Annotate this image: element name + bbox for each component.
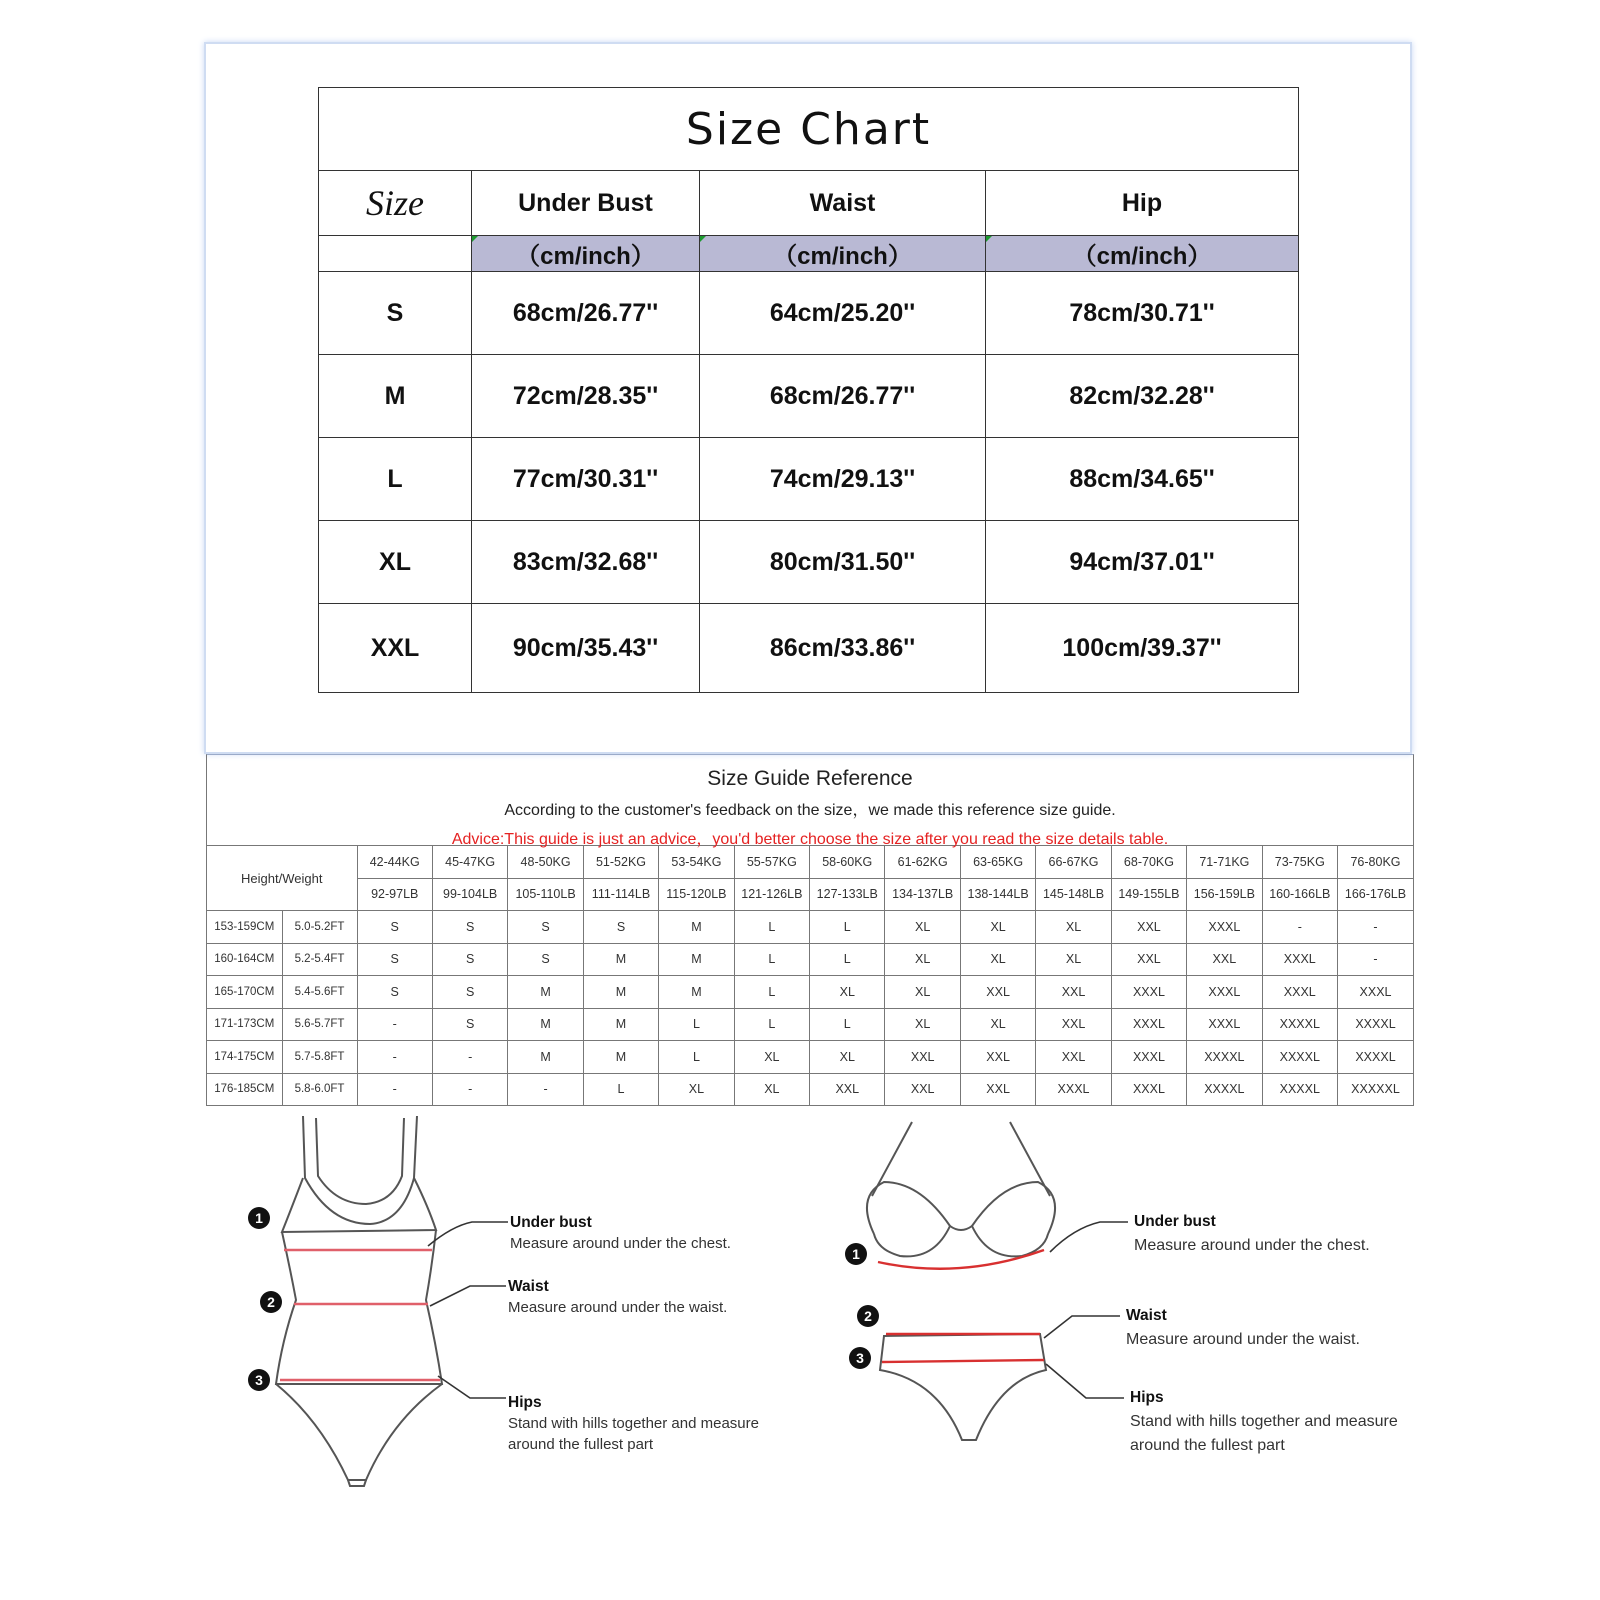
size-recommendation-cell: -	[1338, 943, 1414, 976]
note-desc: Stand with hills together and measure	[1130, 1413, 1398, 1430]
size-recommendation-cell: XL	[960, 943, 1035, 976]
swimsuit-under-bust-note	[510, 1212, 731, 1254]
weight-kg-header: 58-60KG	[810, 846, 885, 878]
size-recommendation-cell: M	[583, 976, 658, 1009]
size-recommendation-cell: S	[357, 976, 432, 1009]
size-recommendation-cell: XXL	[1187, 943, 1262, 976]
weight-lb-header: 105-110LB	[508, 878, 583, 911]
size-recommendation-cell: XXL	[810, 1073, 885, 1105]
size-recommendation-cell: S	[432, 1008, 507, 1041]
size-recommendation-cell: M	[508, 976, 583, 1009]
note-desc: around the fullest part	[508, 1436, 654, 1453]
size-recommendation-cell: XXXXL	[1187, 1041, 1262, 1074]
bikini-under-bust-note	[1134, 1210, 1370, 1258]
note-title: Waist	[1126, 1307, 1167, 1324]
size-cell: S	[319, 272, 472, 355]
weight-lb-header: 149-155LB	[1111, 878, 1186, 911]
size-recommendation-cell: M	[508, 1008, 583, 1041]
height-weight-corner: Height/Weight	[207, 846, 357, 911]
size-cell: M	[319, 355, 472, 438]
weight-lb-header: 115-120LB	[659, 878, 734, 911]
size-recommendation-cell: XXL	[1036, 1041, 1111, 1074]
weight-lb-header: 138-144LB	[960, 878, 1035, 911]
size-recommendation-cell: XXXL	[1187, 1008, 1262, 1041]
size-recommendation-cell: -	[1262, 911, 1337, 944]
note-desc: Measure around under the chest.	[1134, 1237, 1370, 1254]
size-recommendation-cell: L	[810, 1008, 885, 1041]
weight-lb-header: 145-148LB	[1036, 878, 1111, 911]
weight-kg-header: 48-50KG	[508, 846, 583, 878]
bikini-badge-waist: 2	[857, 1305, 879, 1327]
size-recommendation-cell: XXXXL	[1262, 1008, 1337, 1041]
waist-cell: 80cm/31.50''	[700, 521, 986, 604]
weight-kg-header: 45-47KG	[432, 846, 507, 878]
weight-lb-header: 92-97LB	[357, 878, 432, 911]
waist-cell: 68cm/26.77''	[700, 355, 986, 438]
size-recommendation-cell: XL	[734, 1041, 809, 1074]
swimsuit-hips-note	[508, 1392, 759, 1455]
size-recommendation-cell: M	[583, 1041, 658, 1074]
size-recommendation-cell: XXXXXL	[1338, 1073, 1414, 1105]
size-recommendation-cell: XXXXL	[1262, 1041, 1337, 1074]
size-recommendation-cell: S	[508, 943, 583, 976]
size-recommendation-cell: M	[659, 943, 734, 976]
size-recommendation-cell: -	[432, 1073, 507, 1105]
size-recommendation-cell: XXL	[960, 1073, 1035, 1105]
under-bust-cell: 83cm/32.68''	[472, 521, 700, 604]
note-desc: Measure around under the chest.	[510, 1235, 731, 1252]
size-recommendation-cell: M	[659, 976, 734, 1009]
waist-header: Waist	[700, 171, 986, 236]
size-recommendation-cell: XXL	[1111, 943, 1186, 976]
swimsuit-waist-note	[508, 1276, 727, 1318]
size-recommendation-cell: XXXL	[1111, 1041, 1186, 1074]
hip-cell: 94cm/37.01''	[986, 521, 1299, 604]
size-recommendation-cell: XL	[885, 1008, 960, 1041]
size-recommendation-cell: L	[734, 911, 809, 944]
size-recommendation-cell: L	[734, 976, 809, 1009]
size-recommendation-cell: L	[659, 1041, 734, 1074]
size-recommendation-cell: XXL	[1111, 911, 1186, 944]
weight-lb-header: 156-159LB	[1187, 878, 1262, 911]
bikini-badge-under-bust: 1	[845, 1243, 867, 1265]
size-recommendation-cell: XXXL	[1111, 1008, 1186, 1041]
guide-advice: Advice:This guide is just an advice，you'd better choose the size after you read the size details table.	[451, 831, 1169, 848]
size-recommendation-cell: S	[432, 911, 507, 944]
size-recommendation-cell: XXL	[1036, 1008, 1111, 1041]
size-recommendation-cell: XXXL	[1338, 976, 1414, 1009]
size-recommendation-cell: M	[583, 1008, 658, 1041]
hip-cell: 82cm/32.28''	[986, 355, 1299, 438]
weight-kg-header: 51-52KG	[583, 846, 658, 878]
height-ft-cell: 5.4-5.6FT	[282, 976, 357, 1009]
size-recommendation-cell: XXXL	[1262, 976, 1337, 1009]
note-title: Under bust	[510, 1214, 592, 1231]
bikini-hips-note	[1130, 1386, 1398, 1458]
swimsuit-badge-hips: 3	[248, 1369, 270, 1391]
size-recommendation-cell: -	[1338, 911, 1414, 944]
weight-kg-header: 61-62KG	[885, 846, 960, 878]
weight-kg-header: 76-80KG	[1338, 846, 1414, 878]
size-recommendation-cell: L	[734, 943, 809, 976]
size-recommendation-cell: XXL	[1036, 976, 1111, 1009]
waist-cell: 74cm/29.13''	[700, 438, 986, 521]
size-recommendation-cell: -	[508, 1073, 583, 1105]
size-recommendation-cell: XXL	[960, 1041, 1035, 1074]
size-recommendation-cell: S	[583, 911, 658, 944]
note-title: Hips	[508, 1394, 542, 1411]
hip-cell: 78cm/30.71''	[986, 272, 1299, 355]
swimsuit-diagram	[276, 1116, 442, 1486]
unit-label: （cm/inch）	[472, 236, 700, 272]
height-cm-cell: 171-173CM	[207, 1008, 282, 1041]
hip-cell: 88cm/34.65''	[986, 438, 1299, 521]
size-recommendation-cell: XXXL	[1187, 976, 1262, 1009]
size-recommendation-cell: S	[508, 911, 583, 944]
height-cm-cell: 153-159CM	[207, 911, 282, 944]
weight-kg-header: 73-75KG	[1262, 846, 1337, 878]
size-recommendation-cell: XXXXL	[1338, 1008, 1414, 1041]
size-cell: L	[319, 438, 472, 521]
size-recommendation-cell: XL	[885, 976, 960, 1009]
unit-label: （cm/inch）	[986, 236, 1299, 272]
size-recommendation-cell: XL	[734, 1073, 809, 1105]
size-recommendation-cell: M	[659, 911, 734, 944]
height-cm-cell: 174-175CM	[207, 1041, 282, 1074]
hip-header: Hip	[986, 171, 1299, 236]
bikini-bottom-diagram	[880, 1334, 1046, 1440]
height-cm-cell: 160-164CM	[207, 943, 282, 976]
size-recommendation-cell: S	[432, 976, 507, 1009]
size-recommendation-cell: XXXL	[1111, 1073, 1186, 1105]
size-recommendation-cell: S	[357, 943, 432, 976]
size-recommendation-cell: XL	[885, 911, 960, 944]
size-recommendation-cell: XXL	[960, 976, 1035, 1009]
weight-lb-header: 111-114LB	[583, 878, 658, 911]
weight-kg-header: 42-44KG	[357, 846, 432, 878]
weight-kg-header: 53-54KG	[659, 846, 734, 878]
height-ft-cell: 5.7-5.8FT	[282, 1041, 357, 1074]
waist-cell: 86cm/33.86''	[700, 604, 986, 693]
size-recommendation-cell: XXXXL	[1262, 1073, 1337, 1105]
size-recommendation-cell: L	[810, 943, 885, 976]
size-recommendation-cell: M	[508, 1041, 583, 1074]
size-recommendation-cell: XXXL	[1111, 976, 1186, 1009]
size-cell: XXL	[319, 604, 472, 693]
size-recommendation-cell: -	[357, 1073, 432, 1105]
size-recommendation-cell: XL	[885, 943, 960, 976]
weight-lb-header: 160-166LB	[1262, 878, 1337, 911]
size-chart-title: Size Chart	[319, 88, 1299, 171]
size-recommendation-cell: -	[357, 1008, 432, 1041]
note-desc: Measure around under the waist.	[508, 1299, 728, 1316]
size-recommendation-cell: XL	[810, 1041, 885, 1074]
bikini-top-diagram	[867, 1122, 1055, 1256]
height-ft-cell: 5.8-6.0FT	[282, 1073, 357, 1105]
guide-subtitle: According to the customer's feedback on the size，we made this reference size guide.	[504, 802, 1116, 819]
note-title: Waist	[508, 1278, 549, 1295]
weight-lb-header: 166-176LB	[1338, 878, 1414, 911]
size-recommendation-cell: XXL	[885, 1041, 960, 1074]
size-header: Size	[319, 171, 472, 236]
size-recommendation-cell: XXL	[885, 1073, 960, 1105]
size-cell: XL	[319, 521, 472, 604]
note-desc: around the fullest part	[1130, 1437, 1285, 1454]
bikini-waist-note	[1126, 1304, 1360, 1352]
size-recommendation-cell: L	[734, 1008, 809, 1041]
size-recommendation-cell: L	[583, 1073, 658, 1105]
size-recommendation-cell: XXXL	[1262, 943, 1337, 976]
height-cm-cell: 165-170CM	[207, 976, 282, 1009]
under-bust-cell: 77cm/30.31''	[472, 438, 700, 521]
size-recommendation-cell: XL	[960, 1008, 1035, 1041]
height-ft-cell: 5.2-5.4FT	[282, 943, 357, 976]
size-recommendation-cell: M	[583, 943, 658, 976]
under-bust-cell: 72cm/28.35''	[472, 355, 700, 438]
weight-kg-header: 55-57KG	[734, 846, 809, 878]
under-bust-cell: 68cm/26.77''	[472, 272, 700, 355]
waist-cell: 64cm/25.20''	[700, 272, 986, 355]
size-recommendation-cell: XL	[810, 976, 885, 1009]
weight-lb-header: 134-137LB	[885, 878, 960, 911]
weight-lb-header: 121-126LB	[734, 878, 809, 911]
weight-kg-header: 63-65KG	[960, 846, 1035, 878]
size-recommendation-cell: -	[432, 1041, 507, 1074]
size-recommendation-cell: XL	[1036, 911, 1111, 944]
note-desc: Stand with hills together and measure	[508, 1415, 759, 1432]
size-recommendation-cell: XXXL	[1036, 1073, 1111, 1105]
guide-title: Size Guide Reference	[707, 767, 913, 790]
note-desc: Measure around under the waist.	[1126, 1331, 1360, 1348]
under-bust-cell: 90cm/35.43''	[472, 604, 700, 693]
note-title: Hips	[1130, 1389, 1164, 1406]
size-recommendation-cell: S	[357, 911, 432, 944]
size-recommendation-cell: L	[659, 1008, 734, 1041]
bikini-badge-hips: 3	[849, 1347, 871, 1369]
weight-lb-header: 99-104LB	[432, 878, 507, 911]
note-title: Under bust	[1134, 1213, 1216, 1230]
height-cm-cell: 176-185CM	[207, 1073, 282, 1105]
swimsuit-badge-waist: 2	[260, 1291, 282, 1313]
size-recommendation-cell: XXXXL	[1338, 1041, 1414, 1074]
weight-kg-header: 66-67KG	[1036, 846, 1111, 878]
size-recommendation-cell: XXXL	[1187, 911, 1262, 944]
size-recommendation-cell: XXXXL	[1187, 1073, 1262, 1105]
height-ft-cell: 5.0-5.2FT	[282, 911, 357, 944]
size-recommendation-cell: XL	[659, 1073, 734, 1105]
under-bust-header: Under Bust	[472, 171, 700, 236]
size-recommendation-cell: S	[432, 943, 507, 976]
unit-label: （cm/inch）	[700, 236, 986, 272]
height-ft-cell: 5.6-5.7FT	[282, 1008, 357, 1041]
weight-lb-header: 127-133LB	[810, 878, 885, 911]
weight-kg-header: 68-70KG	[1111, 846, 1186, 878]
size-recommendation-cell: XL	[1036, 943, 1111, 976]
size-recommendation-cell: L	[810, 911, 885, 944]
swimsuit-badge-under-bust: 1	[248, 1207, 270, 1229]
size-recommendation-cell: XL	[960, 911, 1035, 944]
hip-cell: 100cm/39.37''	[986, 604, 1299, 693]
size-recommendation-cell: -	[357, 1041, 432, 1074]
weight-kg-header: 71-71KG	[1187, 846, 1262, 878]
